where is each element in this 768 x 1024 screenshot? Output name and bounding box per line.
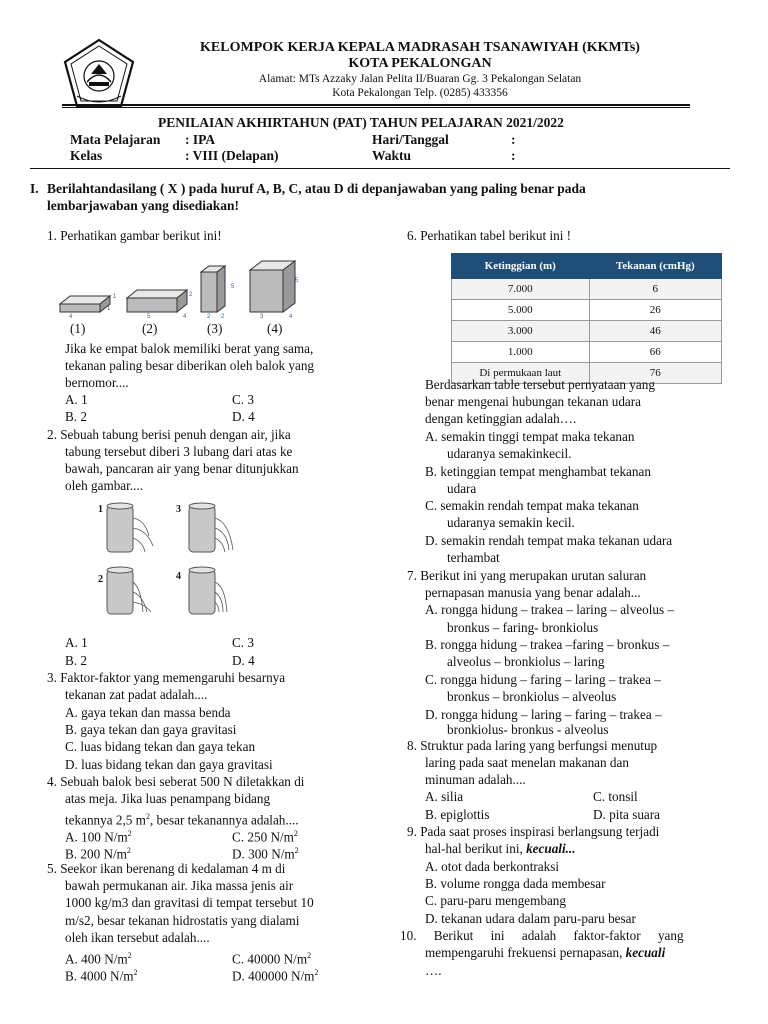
svg-text:5: 5 bbox=[231, 284, 235, 290]
q9-line-2 bbox=[425, 840, 576, 857]
header-org-name: KELOMPOK KERJA KEPALA MADRASAH TSANAWIYAH (KKMTs) bbox=[200, 40, 640, 55]
header-divider bbox=[62, 104, 690, 106]
q10-line-2a: mempengaruhi frekuensi pernapasan, bbox=[425, 945, 626, 960]
time-label: Waktu bbox=[372, 148, 412, 163]
q7-option-c-cont: bronkus – bronkiolus – alveolus bbox=[447, 689, 617, 704]
q9-kecuali: kecuali... bbox=[526, 841, 576, 856]
table-cell: 26 bbox=[589, 300, 721, 321]
q2-fig-label-4: 4 bbox=[176, 571, 181, 582]
svg-text:5: 5 bbox=[295, 278, 299, 284]
table-cell: 66 bbox=[589, 342, 721, 363]
q3-line-2: tekanan zat padat adalah.... bbox=[65, 687, 208, 702]
q5-line-5: oleh ikan tersebut adalah.... bbox=[65, 930, 210, 945]
q1-option-b[interactable]: B. 2 bbox=[65, 409, 87, 424]
q10-line-2 bbox=[425, 944, 665, 961]
header-city: KOTA PEKALONGAN bbox=[348, 56, 492, 71]
table-row bbox=[452, 321, 722, 342]
svg-text:1: 1 bbox=[113, 294, 117, 300]
q3-option-b[interactable]: B. gaya tekan dan gaya gravitasi bbox=[65, 722, 237, 737]
day-label: Hari/Tanggal bbox=[372, 132, 449, 147]
q6-option-c[interactable]: C. semakin rendah tempat maka tekanan bbox=[425, 498, 639, 513]
svg-text:4: 4 bbox=[69, 314, 73, 320]
q9-line-2a: hal-hal berikut ini, bbox=[425, 841, 527, 856]
table-row bbox=[452, 279, 722, 300]
class-value: : VIII (Delapan) bbox=[185, 148, 279, 163]
svg-text:2: 2 bbox=[221, 314, 225, 320]
q10-line-3: …. bbox=[425, 963, 442, 978]
q1-text-3: bernomor.... bbox=[65, 375, 129, 390]
q6-option-b[interactable]: B. ketinggian tempat menghambat tekanan bbox=[425, 464, 651, 479]
q5-option-a[interactable]: A. 400 $N/m^2$ bbox=[65, 951, 132, 967]
table-header-row bbox=[452, 254, 722, 279]
time-value: : bbox=[511, 148, 516, 163]
exam-title: PENILAIAN AKHIRTAHUN (PAT) TAHUN PELAJARAN 2021/2022 bbox=[158, 115, 564, 130]
q1-fig-label-1: (1) bbox=[70, 321, 86, 336]
q5-option-c[interactable]: C. 40000 $N/m^2$ bbox=[232, 951, 312, 967]
q1-stem: 1. Perhatikan gambar berikut ini! bbox=[47, 228, 222, 243]
q1-text-1: Jika ke empat balok memiliki berat yang sama, bbox=[65, 341, 314, 356]
q9-line-1: 9. Pada saat proses inspirasi berlangsung terjadi bbox=[407, 824, 660, 839]
q2-line-3: bawah, pancaran air yang benar ditunjukkan bbox=[65, 461, 299, 476]
altitude-pressure-table bbox=[451, 253, 722, 384]
q7-line-2: pernapasan manusia yang benar adalah... bbox=[425, 585, 641, 600]
q4-option-a[interactable]: A. 100 $N/m^2$ bbox=[65, 829, 132, 845]
q4-line-2: atas meja. Jika luas penampang bidang bbox=[65, 791, 271, 806]
q7-option-a[interactable]: A. rongga hidung – trakea – laring – alveolus – bbox=[425, 602, 675, 617]
day-value: : bbox=[511, 132, 516, 147]
instruction-line1: Berilahtandasilang ( X ) pada huruf A, B, C, atau D di depanjawaban yang paling benar pada bbox=[47, 181, 586, 196]
q2-line-1: 2. Sebuah tabung berisi penuh dengan air, jika bbox=[47, 427, 291, 442]
table-row bbox=[452, 342, 722, 363]
q3-option-a[interactable]: A. gaya tekan dan massa benda bbox=[65, 705, 231, 720]
q7-option-d[interactable]: D. rongga hidung – laring – faring – trakea – bbox=[425, 707, 662, 722]
q4-line-3a: tekannya 2,5 m bbox=[65, 812, 146, 828]
q9-option-c[interactable]: C. paru-paru mengembang bbox=[425, 893, 566, 908]
exam-divider bbox=[30, 168, 730, 169]
q2-option-d[interactable]: D. 4 bbox=[232, 653, 255, 668]
q8-option-b[interactable]: B. epiglottis bbox=[425, 807, 490, 822]
q6-option-a-cont: udaranya semakinkecil. bbox=[447, 446, 572, 461]
table-cell: 3.000 bbox=[452, 321, 590, 342]
q2-tubes-figure bbox=[95, 500, 235, 620]
q9-option-a[interactable]: A. otot dada berkontraksi bbox=[425, 859, 560, 874]
header-address: Alamat: MTs Azzaky Jalan Pelita II/Buaran Gg. 3 Pekalongan Selatan bbox=[258, 73, 582, 85]
q5-line-4: m/s2, besar tekanan hidrostatis yang dialami bbox=[65, 913, 300, 928]
table-cell: 7.000 bbox=[452, 279, 590, 300]
table-cell: 6 bbox=[589, 279, 721, 300]
table-header: Tekanan (cmHg) bbox=[589, 254, 721, 279]
q6-option-d-cont: terhambat bbox=[447, 550, 500, 565]
svg-text:4: 4 bbox=[289, 314, 293, 320]
q2-line-2: tabung tersebut diberi 3 lubang dari atas ke bbox=[65, 444, 293, 459]
q2-fig-label-3: 3 bbox=[176, 504, 181, 515]
q5-line-2: bawah permukanan air. Jika massa jenis air bbox=[65, 878, 294, 893]
svg-text:4: 4 bbox=[183, 314, 187, 320]
q6-text-1: Berdasarkan table tersebut pernyataan yang bbox=[425, 377, 655, 392]
q5-line-1: 5. Seekor ikan berenang di kedalaman 4 m di bbox=[47, 861, 286, 876]
q2-fig-label-1: 1 bbox=[98, 504, 103, 515]
q7-option-a-cont: bronkus – faring- bronkiolus bbox=[447, 620, 599, 635]
q7-line-1: 7. Berikut ini yang merupakan urutan saluran bbox=[407, 568, 647, 583]
header-address-city: Kota Pekalongan Telp. (0285) 433356 bbox=[332, 87, 508, 99]
table-header: Ketinggian (m) bbox=[452, 254, 590, 279]
q7-option-c[interactable]: C. rongga hidung – faring – laring – trakea – bbox=[425, 672, 661, 687]
q10-kecuali: kecuali bbox=[625, 945, 666, 960]
q6-text-2: benar mengenai hubungan tekanan udara bbox=[425, 394, 642, 409]
q6-option-c-cont: udaranya semakin kecil. bbox=[447, 515, 575, 530]
subject-label: Mata Pelajaran bbox=[70, 132, 161, 147]
table-cell: Di permukaan laut bbox=[452, 363, 590, 384]
q4-option-b[interactable]: B. 200 $N/m^2$ bbox=[65, 846, 131, 862]
q1-option-c[interactable]: C. 3 bbox=[232, 392, 254, 407]
q4-option-d[interactable]: D. 300 $N/m^2$ bbox=[232, 846, 299, 862]
svg-text:3: 3 bbox=[260, 314, 264, 320]
q8-line-2: laring pada saat menelan makanan dan bbox=[425, 755, 629, 770]
q8-line-1: 8. Struktur pada laring yang berfungsi menutup bbox=[407, 738, 658, 753]
svg-text:2: 2 bbox=[207, 314, 211, 320]
q9-option-b[interactable]: B. volume rongga dada membesar bbox=[425, 876, 606, 891]
q4-line-1: 4. Sebuah balok besi seberat 500 N diletakkan di bbox=[47, 774, 305, 789]
q10-line-1: 10. Berikut ini adalah faktor-faktor yang bbox=[400, 928, 684, 943]
svg-text:1: 1 bbox=[107, 306, 111, 312]
q5-option-b[interactable]: B. 4000 $N/m^2$ bbox=[65, 968, 138, 984]
q5-option-d[interactable]: D. 400000 $N/m^2$ bbox=[232, 968, 319, 984]
svg-text:5: 5 bbox=[147, 314, 151, 320]
q7-option-b-cont: alveolus – bronkiolus – laring bbox=[447, 654, 605, 669]
q6-stem: 6. Perhatikan tabel berikut ini ! bbox=[407, 228, 572, 243]
q8-option-c[interactable]: C. tonsil bbox=[593, 789, 638, 804]
q4-option-c[interactable]: C. 250 $N/m^2$ bbox=[232, 829, 298, 845]
q1-fig-label-2: (2) bbox=[142, 321, 158, 336]
instruction-number: I. bbox=[30, 181, 39, 196]
q1-fig-label-3: (3) bbox=[207, 321, 223, 336]
q2-line-4: oleh gambar.... bbox=[65, 478, 144, 493]
q1-option-a[interactable]: A. 1 bbox=[65, 392, 88, 407]
q2-option-c[interactable]: C. 3 bbox=[232, 635, 254, 650]
q8-line-3: minuman adalah.... bbox=[425, 772, 526, 787]
q1-option-d[interactable]: D. 4 bbox=[232, 409, 255, 424]
q7-option-b[interactable]: B. rongga hidung – trakea –faring – bronkus – bbox=[425, 637, 670, 652]
q5-line-3: 1000 kg/m3 dan gravitasi di tempat tersebut 10 bbox=[65, 895, 314, 910]
subject-value: : IPA bbox=[185, 132, 216, 147]
svg-text:2: 2 bbox=[189, 292, 193, 298]
q9-option-d[interactable]: D. tekanan udara dalam paru-paru besar bbox=[425, 911, 636, 926]
table-row bbox=[452, 300, 722, 321]
q8-option-d[interactable]: D. pita suara bbox=[593, 807, 661, 822]
q2-option-b[interactable]: B. 2 bbox=[65, 653, 87, 668]
q4-sup: 2 bbox=[145, 812, 150, 821]
q6-text-3: dengan ketinggian adalah…. bbox=[425, 411, 577, 426]
q6-option-d[interactable]: D. semakin rendah tempat maka tekanan udara bbox=[425, 533, 673, 548]
q4-line-3b: , besar tekanannya adalah.... bbox=[149, 812, 299, 828]
q2-fig-label-2: 2 bbox=[98, 574, 103, 585]
table-cell: 46 bbox=[589, 321, 721, 342]
table-cell: 5.000 bbox=[452, 300, 590, 321]
q3-option-d[interactable]: D. luas bidang tekan dan gaya gravitasi bbox=[65, 757, 273, 772]
q1-fig-label-4: (4) bbox=[267, 321, 283, 336]
table-cell: 1.000 bbox=[452, 342, 590, 363]
table-cell: 76 bbox=[589, 363, 721, 384]
q2-option-a[interactable]: A. 1 bbox=[65, 635, 88, 650]
q3-line-1: 3. Faktor-faktor yang memengaruhi besarnya bbox=[47, 670, 286, 685]
q6-option-b-cont: udara bbox=[447, 481, 477, 496]
class-label: Kelas bbox=[70, 148, 103, 163]
q6-option-a[interactable]: A. semakin tinggi tempat maka tekanan bbox=[425, 429, 635, 444]
q8-option-a[interactable]: A. silia bbox=[425, 789, 464, 804]
q3-option-c[interactable]: C. luas bidang tekan dan gaya tekan bbox=[65, 739, 256, 754]
instruction-line2: lembarjawaban yang disediakan! bbox=[47, 198, 240, 213]
header-divider-thin bbox=[62, 107, 690, 108]
q7-option-d-cont: bronkiolus- bronkus - alveolus bbox=[447, 722, 609, 737]
q1-text-2: tekanan paling besar diberikan oleh balok yang bbox=[65, 358, 315, 373]
